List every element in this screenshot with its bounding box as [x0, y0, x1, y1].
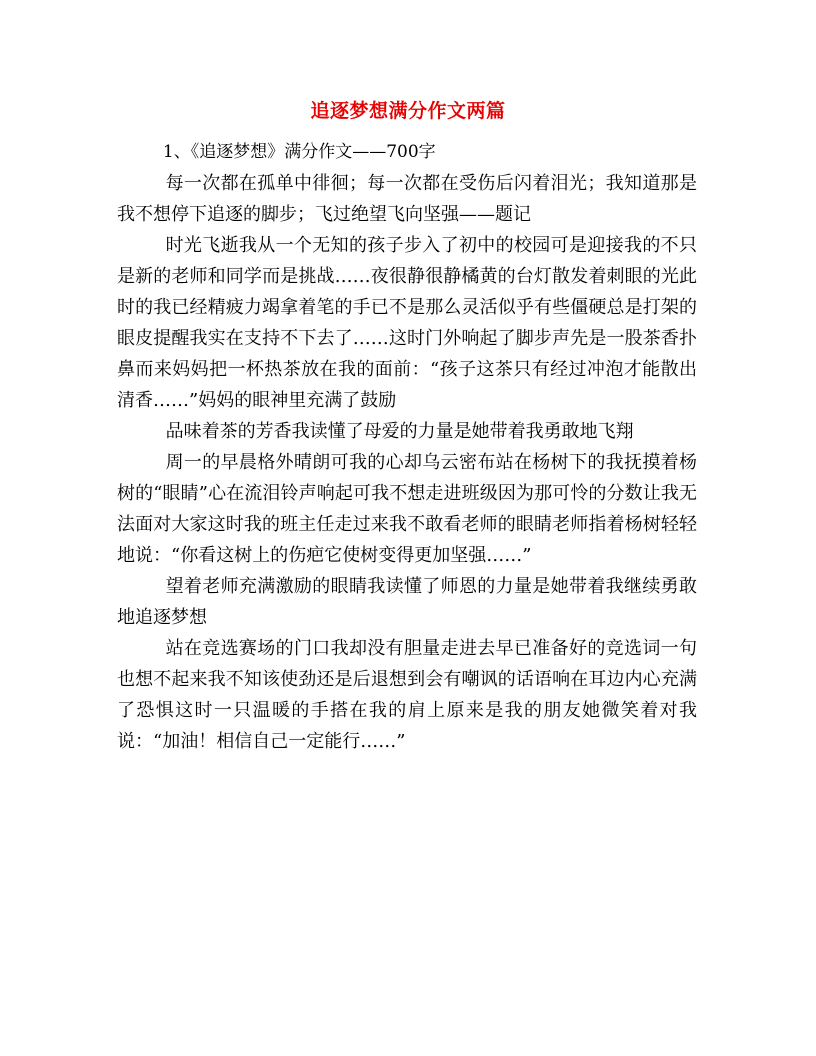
document-body: [117, 137, 697, 757]
paragraph-teacher-reflection: 望着老师充满激励的眼睛我读懂了师恩的力量是她带着我继续勇敢地追逐梦想: [117, 576, 697, 628]
document-title: 追逐梦想满分作文两篇: [310, 100, 506, 122]
paragraph-teacher-story: 周一的早晨格外晴朗可我的心却乌云密布站在杨树下的我抚摸着杨树的“眼睛”心在流泪铃声响起可我不想走进班级因为那可怜的分数让我无法面对大家这时我的班主任走过来我不敢看老师的眼睛老师指着杨树轻轻地说：“你看这树上的伤疤它使树变得更加坚强……”: [117, 452, 697, 566]
paragraph-mother-story: 时光飞逝我从一个无知的孩子步入了初中的校园可是迎接我的不只是新的老师和同学而是挑战……夜很静很静橘黄的台灯散发着刺眼的光此时的我已经精疲力竭拿着笔的手已不是那么灵活似乎有些僵硬总是打架的眼皮提醒我实在支持不下去了……这时门外响起了脚步声先是一股茶香扑鼻而来妈妈把一杯热茶放在我的面前：“孩子这茶只有经过冲泡才能散出清香……”妈妈的眼神里充满了鼓励: [117, 235, 697, 411]
paragraph-mother-reflection: 品味着茶的芳香我读懂了母爱的力量是她带着我勇敢地飞翔: [165, 421, 634, 442]
paragraph-epigraph: 每一次都在孤单中徘徊；每一次都在受伤后闪着泪光；我知道那是我不想停下追逐的脚步；飞过绝望飞向坚强——题记: [117, 173, 697, 225]
paragraph-friend-story: 站在竞选赛场的门口我却没有胆量走进去早已准备好的竞选词一句也想不起来我不知该使劲还是后退想到会有嘲讽的话语响在耳边内心充满了恐惧这时一只温暖的手搭在我的肩上原来是我的朋友她微笑着对我说：“加油！相信自己一定能行……”: [117, 638, 697, 752]
essay-subtitle: 1、《追逐梦想》满分作文——700字: [162, 142, 436, 162]
